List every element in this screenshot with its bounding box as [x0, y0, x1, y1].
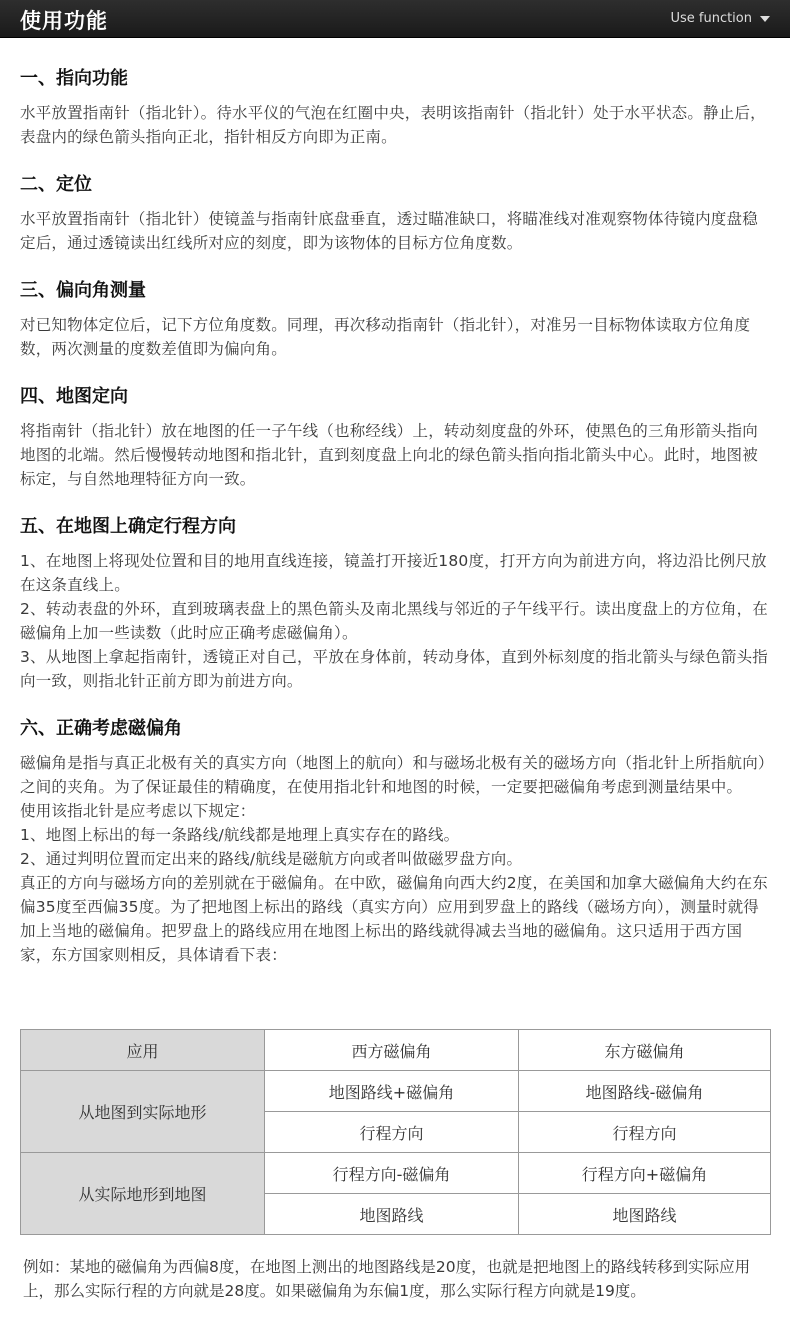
section-deflection [20, 278, 772, 361]
page-title: 使用功能 [20, 9, 108, 33]
section-paragraph: 将指南针（指北针）放在地图的任一子午线（也称经线）上，转动刻度盘的外环，使黑色的三角形箭头指向地图的北端。然后慢慢转动地图和指北针，直到刻度盘上向北的绿色箭头指向指北箭头中心。此时，地图被标定，与自然地理特征方向一致。 [20, 422, 758, 488]
table-header-cell: 东方磁偏角 [519, 1030, 771, 1071]
section-paragraph: 2、通过判明位置而定出来的路线/航线是磁航方向或者叫做磁罗盘方向。 [20, 850, 523, 868]
section-map-orientation [20, 384, 772, 491]
use-function-label [670, 11, 770, 26]
table-cell: 地图路线+磁偏角 [265, 1071, 519, 1112]
section-paragraph: 使用该指北针是应考虑以下规定： [20, 802, 256, 820]
use-function-text: Use function [670, 11, 752, 26]
table-group-label: 从地图到实际地形 [21, 1071, 265, 1153]
page-header [0, 0, 790, 38]
declination-table [20, 1029, 771, 1235]
section-heading: 三、偏向角测量 [20, 280, 146, 301]
section-declination [20, 716, 772, 967]
table-header-cell: 西方磁偏角 [265, 1030, 519, 1071]
table-cell: 地图路线 [519, 1194, 771, 1235]
table-row [21, 1071, 771, 1112]
section-paragraph: 2、转动表盘的外环，直到玻璃表盘上的黑色箭头及南北黑线与邻近的子午线平行。读出度盘上的方位角，在磁偏角上加一些读数（此时应正确考虑磁偏角）。 [20, 600, 768, 642]
table-header-row [21, 1030, 771, 1071]
section-heading: 五、在地图上确定行程方向 [20, 516, 236, 537]
section-heading: 六、正确考虑磁偏角 [20, 718, 182, 739]
table-header-cell: 应用 [21, 1030, 265, 1071]
table-cell: 行程方向 [519, 1112, 771, 1153]
table-cell: 行程方向+磁偏角 [519, 1153, 771, 1194]
table-row [21, 1153, 771, 1194]
table-cell: 地图路线-磁偏角 [519, 1071, 771, 1112]
table-cell: 行程方向-磁偏角 [265, 1153, 519, 1194]
section-paragraph: 1、在地图上将现处位置和目的地用直线连接，镜盖打开接近180度，打开方向为前进方向，将边沿比例尺放在这条直线上。 [20, 552, 767, 594]
section-paragraph: 1、地图上标出的每一条路线/航线都是地理上真实存在的路线。 [20, 826, 460, 844]
table-cell: 地图路线 [265, 1194, 519, 1235]
section-paragraph: 对已知物体定位后，记下方位角度数。同理，再次移动指南针（指北针），对准另一目标物体读取方位角度数，两次测量的度数差值即为偏向角。 [20, 316, 751, 358]
triangle-down-icon [760, 16, 770, 22]
table-cell: 行程方向 [265, 1112, 519, 1153]
section-positioning [20, 172, 772, 255]
section-heading: 四、地图定向 [20, 386, 128, 407]
section-paragraph: 磁偏角是指与真正北极有关的真实方向（地图上的航向）和与磁场北极有关的磁场方向（指北针上所指航向）之间的夹角。为了保证最佳的精确度，在使用指北针和地图的时候，一定要把磁偏角考虑到测量结果中。 [20, 754, 766, 796]
section-heading: 二、定位 [20, 174, 92, 195]
section-paragraph: 3、从地图上拿起指南针，透镜正对自己，平放在身体前，转动身体，直到外标刻度的指北箭头与绿色箭头指向一致，则指北针正前方即为前进方向。 [20, 648, 768, 690]
section-paragraph: 真正的方向与磁场方向的差别就在于磁偏角。在中欧，磁偏角向西大约2度，在美国和加拿大磁偏角大约在东偏35度至西偏35度。为了把地图上标出的路线（真实方向）应用到罗盘上的路线（磁场方向），测量时就得加上当地的磁偏角。把罗盘上的路线应用在地图上标出的路线就得减去当地的磁偏角。这只适用于西方国家，东方国家则相反，具体请看下表： [20, 874, 768, 964]
section-pointing [20, 66, 772, 149]
section-heading: 一、指向功能 [20, 68, 128, 89]
section-paragraph: 水平放置指南针（指北针）。待水平仪的气泡在红圈中央，表明该指南针（指北针）处于水平状态。静止后，表盘内的绿色箭头指向正北，指针相反方向即为正南。 [20, 104, 766, 146]
section-travel-direction [20, 514, 772, 693]
instructions-content [20, 66, 772, 990]
example-note: 例如：某地的磁偏角为西偏8度，在地图上测出的地图路线是20度，也就是把地图上的路线转移到实际应用上，那么实际行程的方向就是28度。如果磁偏角为东偏1度，那么实际行程方向就是19度。 [23, 1258, 751, 1300]
table-group-label: 从实际地形到地图 [21, 1153, 265, 1235]
section-paragraph: 水平放置指南针（指北针）使镜盖与指南针底盘垂直，透过瞄准缺口，将瞄准线对准观察物体待镜内度盘稳定后，通过透镜读出红线所对应的刻度，即为该物体的目标方位角度数。 [20, 210, 758, 252]
